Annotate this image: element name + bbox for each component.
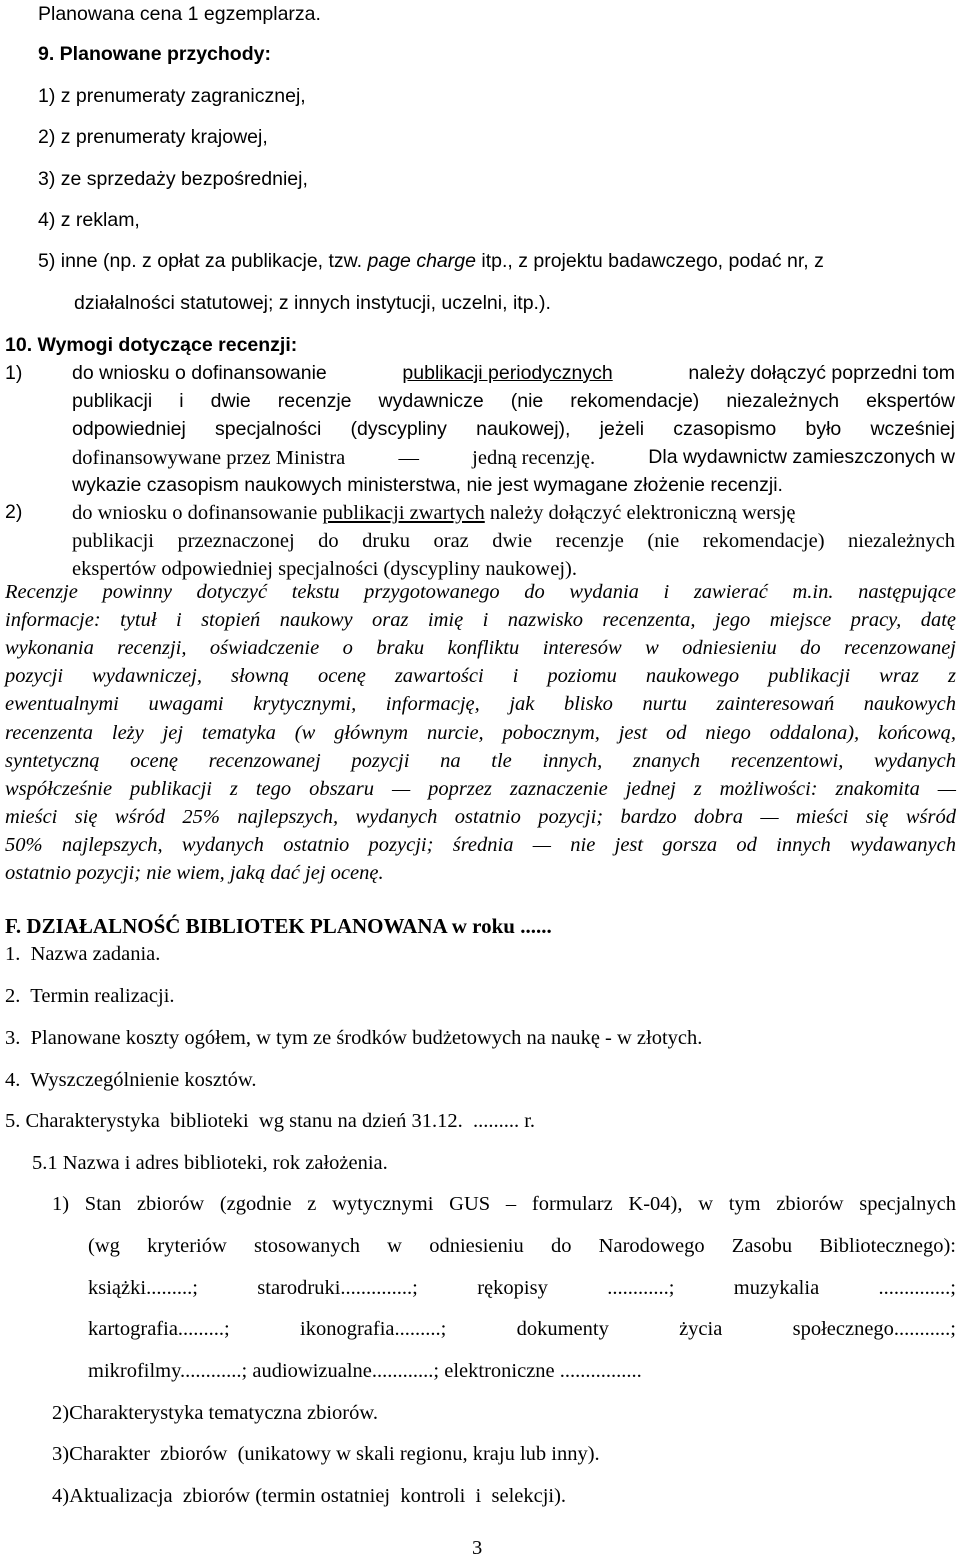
list-item: 3) ze sprzedaży bezpośredniej, [38, 168, 308, 190]
paragraph-line: ostatnio pozycji; nie wiem, jaką dać jej ocenę. [5, 862, 384, 884]
list-item: 1. Nazwa zadania. [5, 943, 161, 965]
section-9-heading: 9. Planowane przychody: [38, 43, 271, 65]
paragraph-line: recenzenta leży jej tematyka (w głównym nurcie, pobocznym, jest od niego oddalona), końcową, [5, 721, 956, 744]
list-item: 1) z prenumeraty zagranicznej, [38, 85, 306, 107]
paragraph-line: informacje: tytuł i stopień naukowy oraz imię i nazwisko recenzenta, jego miejsce pracy, datę [5, 609, 956, 632]
paragraph-line: syntetyczną ocenę recenzowanej pozycji na tle innych, znanych recenzentowi, wydanych [5, 749, 956, 772]
section-f-heading: F. DZIAŁALNOŚĆ BIBLIOTEK PLANOWANA w roku ...... [5, 914, 552, 938]
section-10-heading: 10. Wymogi dotyczące recenzji: [5, 334, 298, 356]
list-item: 4) z reklam, [38, 209, 140, 231]
list-item: 2)Charakterystyka tematyczna zbiorów. [52, 1402, 378, 1424]
paragraph-line: pozycji wydawniczej, słowną ocenę zawartości i poziomu naukowego publikacji wraz z [5, 665, 956, 688]
list-item: 2) z prenumeraty krajowej, [38, 126, 268, 148]
paragraph-line: do wniosku o dofinansowanie publikacji zwartych należy dołączyć elektroniczną wersję [72, 502, 796, 524]
paragraph-line: (wg kryteriów stosowanych w odniesieniu do Narodowego Zasobu Bibliotecznego): [88, 1235, 956, 1257]
paragraph-line: 50% najlepszych, wydanych ostatnio pozycji; średnia — nie jest gorsza od innych wydawanych [5, 833, 956, 856]
list-item: 5. Charakterystyka biblioteki wg stanu na dzień 31.12. ......... r. [5, 1110, 536, 1132]
paragraph-line: publikacji i dwie recenzje wydawnicze (nie rekomendacje) niezależnych ekspertów [72, 390, 955, 412]
page-number: 3 [472, 1537, 483, 1559]
list-item: 4)Aktualizacja zbiorów (termin ostatniej kontroli i selekcji). [52, 1485, 567, 1507]
paragraph-line: ewentualnymi uwagami krytycznymi, informację, jak blisko nurtu zainteresowań naukowych [5, 693, 956, 716]
paragraph-line: dofinansowywane przez Ministra — jedną recenzję. Dla wydawnictw zamieszczonych w [72, 446, 955, 469]
paragraph-line: do wniosku o dofinansowanie publikacji periodycznych należy dołączyć poprzedni tom [72, 362, 955, 384]
list-item: 4. Wyszczególnienie kosztów. [5, 1069, 257, 1091]
paragraph-line: książki.........; starodruki..............; rękopisy ............; muzykalia ..............; [88, 1277, 956, 1299]
list-item: 3)Charakter zbiorów (unikatowy w skali regionu, kraju lub inny). [52, 1443, 600, 1465]
paragraph-line: ekspertów odpowiedniej specjalności (dyscypliny naukowej). [72, 558, 577, 580]
list-item: 3. Planowane koszty ogółem, w tym ze środków budżetowych na naukę - w złotych. [5, 1027, 703, 1049]
paragraph-line: odpowiedniej specjalności (dyscypliny naukowej), jeżeli czasopismo było wcześniej [72, 418, 955, 440]
paragraph-line: mieści się wśród 25% najlepszych, wydanych ostatnio pozycji; bardzo dobra — mieści się wśród [5, 805, 956, 828]
list-item-continuation: działalności statutowej; z innych instytucji, uczelni, itp.). [74, 292, 551, 314]
paragraph-line: Recenzje powinny dotyczyć tekstu przygotowanego do wydania i zawierać m.in. następujące [5, 581, 956, 603]
paragraph-number: 1) [5, 362, 23, 384]
paragraph-line: publikacji przeznaczonej do druku oraz dwie recenzje (nie rekomendacje) niezależnych [72, 530, 955, 552]
paragraph-line: wykonania recenzji, oświadczenie o braku konfliktu interesów w odniesieniu do recenzowanej [5, 637, 956, 660]
paragraph-line: współcześnie publikacji z tego obszaru — poprzez zaznaczenie jednej z możliwości: znakomita — [5, 777, 956, 800]
paragraph-number: 2) [5, 501, 23, 523]
list-item: 5) inne (np. z opłat za publikacje, tzw. page charge itp., z projektu badawczego, podać nr, z [38, 250, 824, 272]
list-item: 2. Termin realizacji. [5, 985, 175, 1007]
paragraph-line: 1) Stan zbiorów (zgodnie z wytycznymi GUS – formularz K-04), w tym zbiorów specjalnych [52, 1193, 956, 1215]
price-line: Planowana cena 1 egzemplarza. [38, 3, 321, 25]
paragraph-line: mikrofilmy............; audiowizualne............; elektroniczne ................ [88, 1360, 642, 1382]
paragraph-line: wykazie czasopism naukowych ministerstwa, nie jest wymagane złożenie recenzji. [72, 474, 783, 496]
paragraph-line: kartografia.........; ikonografia.........; dokumenty życia społecznego...........; [88, 1318, 956, 1340]
list-item: 5.1 Nazwa i adres biblioteki, rok założenia. [32, 1152, 388, 1174]
